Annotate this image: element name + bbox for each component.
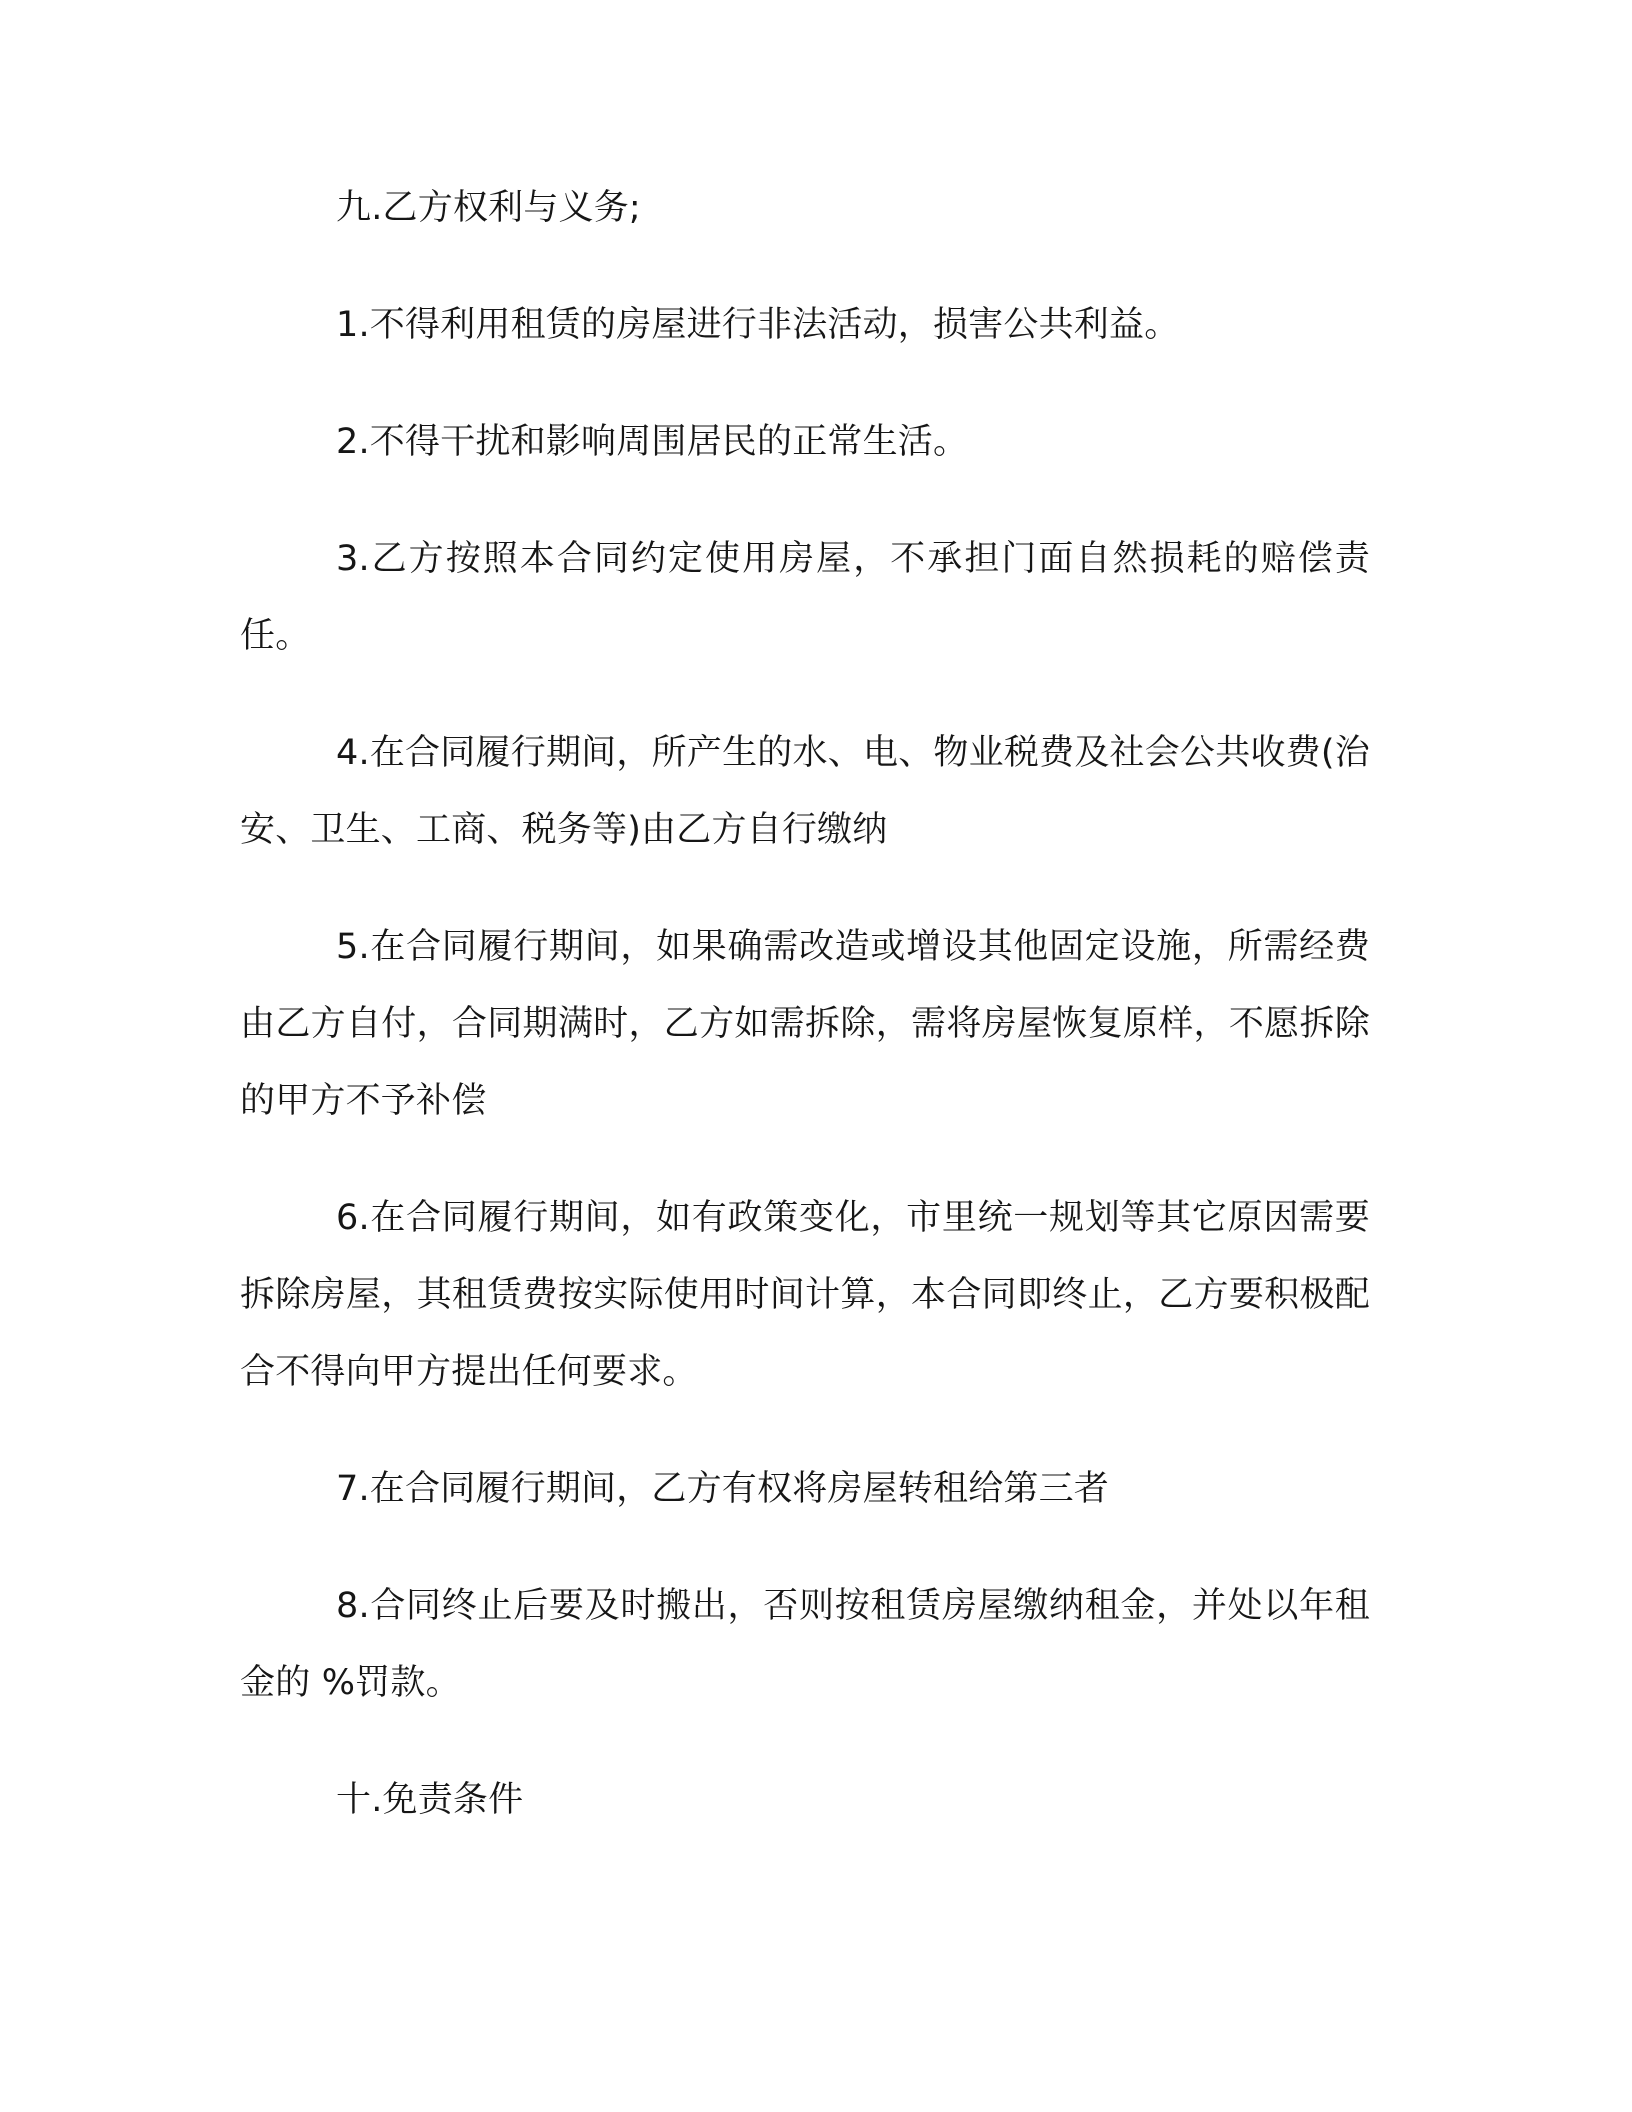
clause-6: 6.在合同履行期间，如有政策变化，市里统一规划等其它原因需要拆除房屋，其租赁费按实际使用时间计算，本合同即终止，乙方要积极配合不得向甲方提出任何要求。	[240, 1198, 1370, 1392]
section-heading-9: 九.乙方权利与义务;	[336, 188, 641, 228]
clause-1: 1.不得利用租赁的房屋进行非法活动，损害公共利益。	[336, 305, 1180, 345]
clause-2: 2.不得干扰和影响周围居民的正常生活。	[336, 422, 969, 462]
clause-5: 5.在合同履行期间，如果确需改造或增设其他固定设施，所需经费由乙方自付，合同期满时，乙方如需拆除，需将房屋恢复原样，不愿拆除的甲方不予补偿	[240, 927, 1370, 1121]
clause-8: 8.合同终止后要及时搬出，否则按租赁房屋缴纳租金，并处以年租金的 %罚款。	[240, 1586, 1370, 1703]
clause-3: 3.乙方按照本合同约定使用房屋，不承担门面自然损耗的赔偿责任。	[240, 539, 1370, 656]
document-body	[240, 170, 1370, 1879]
section-heading-10: 十.免责条件	[336, 1780, 524, 1820]
clause-4: 4.在合同履行期间，所产生的水、电、物业税费及社会公共收费(治安、卫生、工商、税务等)由乙方自行缴纳	[240, 733, 1370, 850]
clause-7: 7.在合同履行期间，乙方有权将房屋转租给第三者	[336, 1469, 1109, 1509]
